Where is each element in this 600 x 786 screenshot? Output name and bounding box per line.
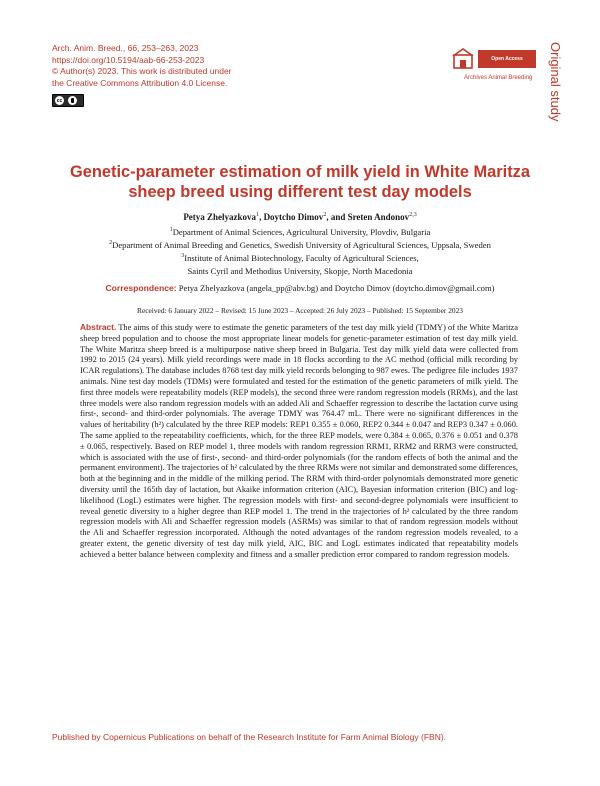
cc-by-license-icon[interactable] — [52, 94, 84, 107]
author-separator: , — [259, 212, 264, 222]
doi-link[interactable]: https://doi.org/10.5194/aab-66-253-2023 — [52, 54, 205, 65]
journal-emblem-icon — [450, 46, 476, 72]
open-access-badge: Open Access — [478, 50, 536, 68]
journal-citation: Arch. Anim. Breed., 66, 253–263, 2023 — [52, 43, 199, 53]
correspondence-label: Correspondence: — [105, 283, 177, 293]
affiliation-number: 3 — [181, 253, 185, 260]
affiliation-text: Saints Cyril and Methodius University, Skopje, North Macedonia — [187, 266, 413, 277]
paper-title: Genetic-parameter estimation of milk yield in White Maritza sheep breed using different test day models — [70, 163, 530, 201]
affiliation-number: 2 — [109, 240, 113, 247]
publication-dates: Received: 6 January 2022 – Revised: 15 June 2023 – Accepted: 26 July 2023 – Published: 15 September 2023 — [137, 306, 463, 315]
affiliation-text: Department of Animal Sciences, Agricultural University, Plovdiv, Bulgaria — [172, 226, 431, 237]
person-icon — [68, 96, 77, 105]
journal-name: Archives Animal Breeding — [464, 75, 533, 81]
affiliation-text: Department of Animal Breeding and Genetics, Swedish University of Agricultural Sciences, Uppsala, Sweden — [112, 239, 491, 250]
author-separator: , and — [326, 212, 348, 222]
affiliation-item — [60, 264, 540, 277]
publisher-footer: Published by Copernicus Publications on behalf of the Research Institute for Farm Animal Biology (FBN). — [52, 732, 447, 742]
affiliation-item — [60, 225, 540, 238]
correspondence-text[interactable]: Petya Zhelyazkova (angela_pp@abv.bg) and Doytcho Dimov (doytcho.dimov@gmail.com) — [178, 283, 495, 293]
author-name: Sreten Andonov — [347, 212, 410, 222]
affiliation-item — [60, 238, 540, 251]
abstract-text: The aims of this study were to estimate the genetic parameters of the test day milk yield (TDMY) of the White Maritza sheep breed population and to choose the most appropriate linear models for genetic-parameter estimation of test day milk yield. The White Maritza sheep breed is a multipurpose native sheep breed in Bulgaria. Test day milk yield data were collected from 1992 to 2015 (24 years). Milk yield recordings were made in 18 flocks according to the AC method (official milk recording by ICAR regulations). The database includes 8768 test day milk yield records belonging to 987 ewes. The pedigree file includes 1937 animals. Nine test day models (TDMs) were formulated and tested for the estimation of the genetic parameters of milk yield. The first three models were repeatability models (REP models), the second three were random regression models (RRMs), and the last three models were also random regression models with an added Ali and Schaeffer regression to describe the lactation curve using first-, second- and third-order polynomials. The average TDMY was 764.47 mL. There were no significant differences in the values of heritability (h²) calculated by the three REP models: REP1 0.355 ± 0.060, REP2 0.344 ± 0.047 and REP3 0.347 ± 0.060. The same applied to the repeatability coefficients, which, for the three REP models, were 0.384 ± 0.065, 0.376 ± 0.051 and 0.378 ± 0.065, respectively. Based on REP model 1, three models with random regression RRM1, RRM2 and RRM3 were constructed, which is associated with the use of first-, second- and third-order polynomials (for the random effects of both the animal and the permanent environment). The trajectories of h² calculated by the three RRMs were not similar and demonstrated some differences, both at the beginning and in the middle of the milking period. The RRM with third-order polynomials demonstrated more genetic diversity until the 165th day of lactation, but Akaike information criterion (AIC), Bayesian information criterion (BIC) and log-likelihood (LogL) estimates were higher. The regression models with first- and second-degree polynomials were insufficient to reveal genetic diversity to a higher degree than REP model 1. The trend in the trajectories of h² calculated by the three random regression models with Ali and Schaeffer regression models (ASRMs) was similar to that of random regression models without the Ali and Schaeffer regression incorporated. Although the noted advantages of the random regression models revealed, to a greater extent, the genetic diversity of test day milk yield, AIC, BIC and LogL estimates indicated that repeatability models achieved a better balance between complexity and fitness and a smaller prediction error compared to random regression models. — [80, 323, 518, 559]
license-line: the Creative Commons Attribution 4.0 License. — [52, 77, 228, 88]
author-name: Doytcho Dimov — [263, 212, 324, 222]
affiliation-number: 1 — [169, 227, 173, 233]
copyright-line: © Author(s) 2023. This work is distributed under — [52, 66, 232, 77]
affiliation-list — [60, 225, 540, 277]
author-affiliation-mark: 1 — [256, 212, 260, 218]
article-type-label — [548, 42, 586, 132]
affiliation-text: Institute of Animal Biotechnology, Faculty of Agricultural Sciences, — [184, 252, 419, 263]
cc-icon: cc — [56, 97, 63, 104]
journal-logo — [448, 44, 548, 86]
citation-block — [52, 43, 232, 89]
article-type-text: Original study — [548, 42, 563, 122]
correspondence-line — [60, 283, 540, 293]
abstract-label: Abstract. — [80, 322, 117, 332]
abstract — [80, 322, 518, 561]
author-affiliation-mark: 2 — [323, 212, 327, 218]
author-list — [60, 212, 540, 222]
author-name: Petya Zhelyazkova — [183, 212, 257, 222]
affiliation-item — [60, 251, 540, 264]
author-affiliation-mark: 2,3 — [409, 212, 417, 218]
